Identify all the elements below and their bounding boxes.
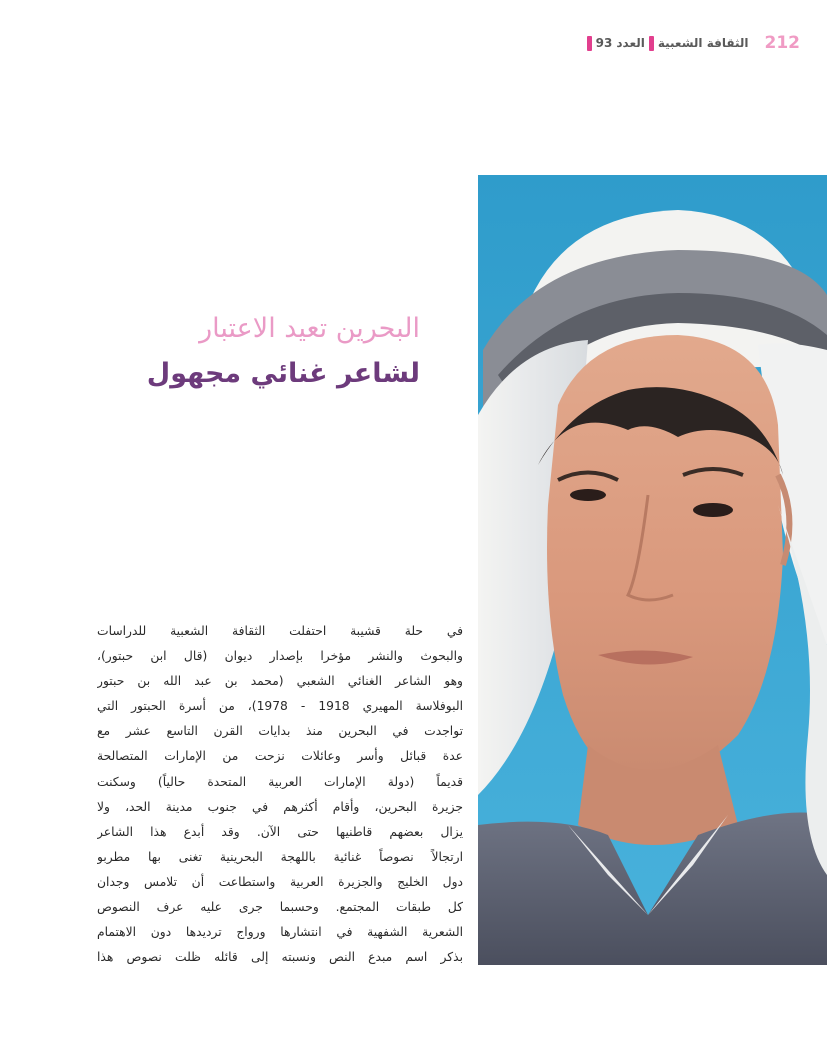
title-line-1: البحرين تعيد الاعتبار bbox=[199, 313, 420, 344]
title-line-2: لشاعر غنائي مجهول bbox=[146, 358, 420, 389]
article-body bbox=[97, 619, 463, 970]
body-line: دول الخليج والجزيرة العربية واستطاعت أن تلامس وجدان bbox=[97, 874, 463, 889]
body-line: قديماً (دولة الإمارات العربية المتحدة حالياً) وسكنت bbox=[97, 774, 463, 789]
body-line: يزال بعضهم قاطنيها حتى الآن. وقد أبدع هذا الشاعر bbox=[97, 824, 463, 839]
body-line: والبحوث والنشر مؤخرا بإصدار ديوان (قال ابن حبتور)، bbox=[97, 649, 463, 664]
article-title bbox=[120, 310, 420, 394]
body-line: بذكر اسم مبدع النص ونسبته إلى قائله ظلت نصوص هذا bbox=[97, 950, 463, 965]
body-line: عدة قبائل وأسر وعائلات نزحت من الإمارات المتصالحة bbox=[97, 749, 463, 764]
portrait-image bbox=[478, 175, 827, 965]
body-line: كل طبقات المجتمع. وحسبما جرى عليه عرف النصوص bbox=[97, 900, 463, 915]
magazine-name: الثقافة الشعبية bbox=[657, 36, 749, 50]
body-line: في حلة قشيبة احتفلت الثقافة الشعبية للدراسات bbox=[97, 624, 463, 638]
body-line: الشعرية الشفهية في انتشارها ورواج ترديدها دون الاهتمام bbox=[97, 925, 463, 940]
body-line: وهو الشاعر الغنائي الشعبي (محمد بن عبد الله بن حبتور bbox=[97, 674, 463, 689]
page-header bbox=[560, 30, 800, 56]
issue-number: 93 bbox=[595, 36, 613, 50]
portrait-painting bbox=[478, 175, 827, 965]
header-accent-bar bbox=[587, 36, 592, 51]
page-number: 212 bbox=[764, 33, 800, 53]
body-line: ارتجالاً نصوصاً غنائية باللهجة البحرينية تغنى بها مطربو bbox=[97, 849, 463, 864]
header-separator-bar bbox=[649, 36, 654, 51]
body-line: البوفلاسة المهيري 1918 - 1978)، من أسرة الحبتور التي bbox=[97, 699, 463, 714]
issue-label: العدد bbox=[616, 36, 645, 50]
body-line: جزيرة البحرين، وأقام أكثرهم في جنوب مدينة الحد، ولا bbox=[97, 799, 463, 814]
body-line: تواجدت في البحرين منذ بدايات القرن التاسع عشر مع bbox=[97, 724, 463, 739]
